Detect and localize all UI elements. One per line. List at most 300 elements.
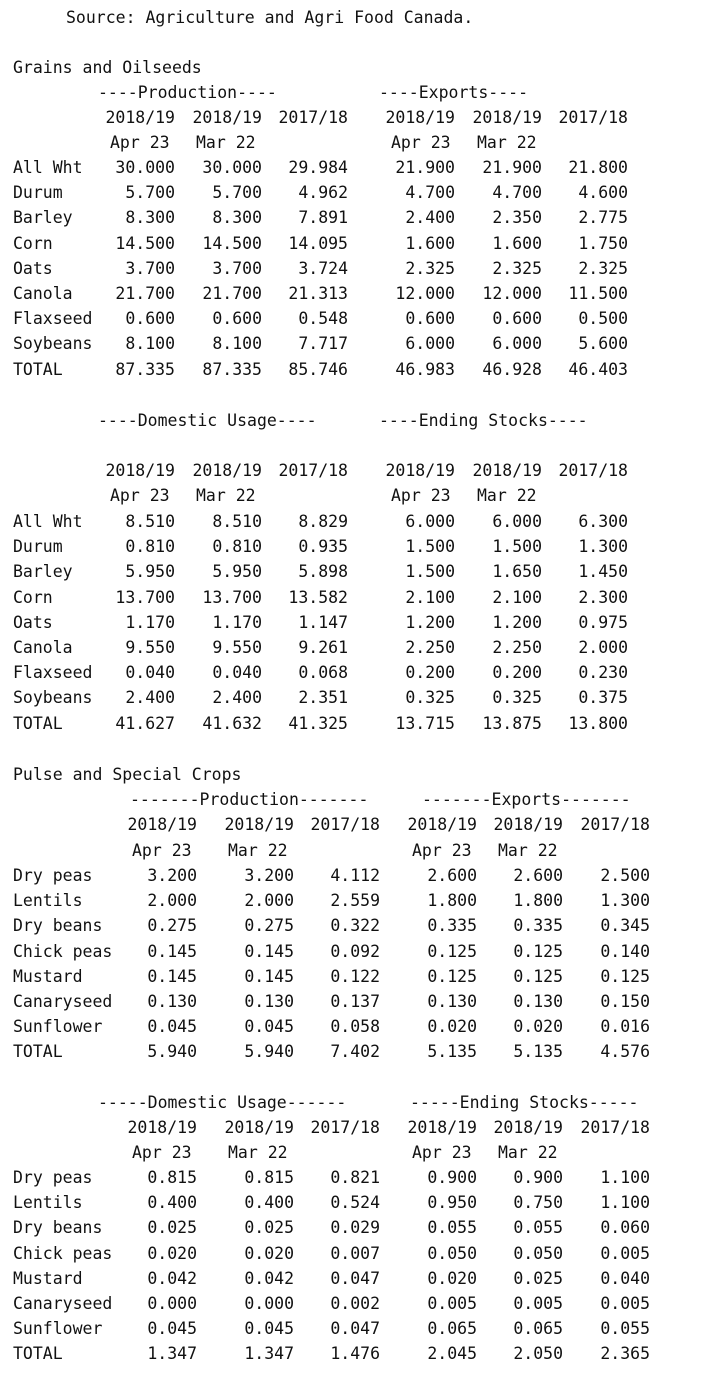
table-row: [0, 610, 707, 635]
year-header: 2018/19: [407, 1118, 477, 1137]
row-value: 2.045: [427, 1344, 477, 1363]
row-value: 5.135: [513, 1042, 563, 1061]
table-row: [0, 888, 707, 913]
row-label: Sunflower: [13, 1319, 103, 1338]
year-header: 2017/18: [278, 461, 348, 480]
year-header: 2018/19: [192, 108, 262, 127]
row-value: 85.746: [288, 360, 348, 379]
row-value: 0.975: [578, 613, 628, 632]
table-row: [0, 559, 707, 584]
row-value: 29.984: [288, 158, 348, 177]
group-header-line: [0, 408, 707, 433]
row-value: 5.898: [298, 562, 348, 581]
table-row: [0, 357, 707, 382]
date-header: Mar 22: [477, 133, 537, 152]
table-row: [0, 331, 707, 356]
row-value: 0.325: [405, 688, 455, 707]
row-value: 13.700: [115, 588, 175, 607]
date-header: Apr 23: [412, 1143, 472, 1162]
row-value: 1.170: [125, 613, 175, 632]
row-value: 1.147: [298, 613, 348, 632]
row-value: 0.005: [427, 1294, 477, 1313]
group-header-line: [0, 1090, 707, 1115]
row-value: 0.092: [330, 942, 380, 961]
row-value: 2.325: [405, 259, 455, 278]
section-title: Pulse and Special Crops: [13, 765, 242, 784]
row-value: 2.600: [513, 866, 563, 885]
row-value: 5.950: [212, 562, 262, 581]
date-header-line: [0, 1140, 707, 1165]
table-row: [0, 281, 707, 306]
row-value: 5.700: [212, 183, 262, 202]
row-value: 21.900: [395, 158, 455, 177]
row-label: Lentils: [13, 891, 83, 910]
row-value: 0.055: [427, 1218, 477, 1237]
row-value: 0.935: [298, 537, 348, 556]
table-row: [0, 685, 707, 710]
date-header: Mar 22: [498, 1143, 558, 1162]
row-value: 8.510: [212, 512, 262, 531]
row-value: 0.000: [244, 1294, 294, 1313]
row-value: 1.500: [405, 562, 455, 581]
row-value: 4.600: [578, 183, 628, 202]
row-value: 7.402: [330, 1042, 380, 1061]
row-value: 0.821: [330, 1168, 380, 1187]
row-label: TOTAL: [13, 1344, 63, 1363]
row-value: 0.042: [244, 1269, 294, 1288]
row-label: Flaxseed: [13, 309, 93, 328]
row-value: 2.250: [492, 638, 542, 657]
row-value: 8.100: [125, 334, 175, 353]
row-value: 0.065: [427, 1319, 477, 1338]
year-header: 2018/19: [127, 815, 197, 834]
date-header: Mar 22: [228, 1143, 288, 1162]
group-header-line: [0, 787, 707, 812]
row-value: 21.700: [202, 284, 262, 303]
row-value: 1.200: [405, 613, 455, 632]
row-value: 13.715: [395, 714, 455, 733]
row-value: 2.365: [600, 1344, 650, 1363]
row-value: 5.700: [125, 183, 175, 202]
row-label: Soybeans: [13, 334, 93, 353]
row-value: 0.042: [147, 1269, 197, 1288]
row-value: 8.829: [298, 512, 348, 531]
date-header-line: [0, 838, 707, 863]
row-value: 0.045: [147, 1319, 197, 1338]
date-header: Apr 23: [110, 486, 170, 505]
group-header-left: ----Production----: [98, 83, 277, 102]
row-value: 8.510: [125, 512, 175, 531]
row-value: 46.928: [482, 360, 542, 379]
table-row: [0, 256, 707, 281]
row-value: 0.810: [212, 537, 262, 556]
group-header-left: -------Production-------: [130, 790, 369, 809]
row-value: 0.200: [405, 663, 455, 682]
table-row: [0, 939, 707, 964]
row-value: 0.047: [330, 1319, 380, 1338]
group-header-right: ----Exports----: [379, 83, 529, 102]
row-value: 0.045: [244, 1017, 294, 1036]
row-label: Dry beans: [13, 916, 103, 935]
date-header: Apr 23: [391, 133, 451, 152]
table-row: [0, 306, 707, 331]
row-value: 0.047: [330, 1269, 380, 1288]
row-value: 3.200: [244, 866, 294, 885]
row-value: 2.775: [578, 208, 628, 227]
row-value: 2.000: [578, 638, 628, 657]
row-label: Sunflower: [13, 1017, 103, 1036]
row-value: 3.700: [125, 259, 175, 278]
row-value: 21.800: [568, 158, 628, 177]
row-label: Soybeans: [13, 688, 93, 707]
row-value: 0.025: [513, 1269, 563, 1288]
row-value: 46.403: [568, 360, 628, 379]
year-header-line: [0, 458, 707, 483]
row-value: 0.130: [244, 992, 294, 1011]
table-row: [0, 231, 707, 256]
row-value: 1.347: [147, 1344, 197, 1363]
row-value: 9.550: [125, 638, 175, 657]
row-value: 46.983: [395, 360, 455, 379]
row-value: 0.130: [147, 992, 197, 1011]
row-value: 0.020: [147, 1244, 197, 1263]
table-row: [0, 509, 707, 534]
row-value: 0.145: [244, 942, 294, 961]
row-label: Corn: [13, 588, 53, 607]
row-value: 6.000: [492, 512, 542, 531]
row-label: Oats: [13, 613, 53, 632]
row-value: 0.020: [244, 1244, 294, 1263]
row-value: 8.300: [125, 208, 175, 227]
row-value: 14.500: [202, 234, 262, 253]
date-header-line: [0, 130, 707, 155]
row-value: 0.145: [244, 967, 294, 986]
year-header: 2018/19: [407, 815, 477, 834]
row-value: 41.627: [115, 714, 175, 733]
date-header: Mar 22: [498, 841, 558, 860]
row-value: 0.230: [578, 663, 628, 682]
row-value: 0.145: [147, 942, 197, 961]
group-header-right: -----Ending Stocks-----: [410, 1093, 639, 1112]
table-row: [0, 635, 707, 660]
group-header-line: [0, 80, 707, 105]
year-header: 2018/19: [105, 461, 175, 480]
row-value: 0.050: [427, 1244, 477, 1263]
year-header: 2018/19: [493, 815, 563, 834]
table-row: [0, 1266, 707, 1291]
row-value: 1.500: [405, 537, 455, 556]
row-value: 13.800: [568, 714, 628, 733]
row-value: 8.100: [212, 334, 262, 353]
row-value: 0.040: [125, 663, 175, 682]
row-value: 6.000: [405, 512, 455, 531]
row-value: 21.313: [288, 284, 348, 303]
row-value: 2.325: [578, 259, 628, 278]
group-header-left: ----Domestic Usage----: [98, 411, 317, 430]
row-value: 87.335: [115, 360, 175, 379]
row-value: 1.800: [513, 891, 563, 910]
year-header: 2017/18: [310, 815, 380, 834]
row-value: 0.025: [244, 1218, 294, 1237]
row-value: 2.400: [125, 688, 175, 707]
row-label: All Wht: [13, 158, 83, 177]
row-value: 0.000: [147, 1294, 197, 1313]
year-header: 2017/18: [580, 1118, 650, 1137]
row-value: 0.020: [427, 1269, 477, 1288]
row-value: 0.335: [513, 916, 563, 935]
row-value: 0.345: [600, 916, 650, 935]
date-header: Apr 23: [132, 1143, 192, 1162]
row-value: 0.040: [212, 663, 262, 682]
row-value: 0.548: [298, 309, 348, 328]
source-text: Source: Agriculture and Agri Food Canada.: [66, 8, 474, 27]
row-value: 0.050: [513, 1244, 563, 1263]
row-value: 0.025: [147, 1218, 197, 1237]
row-value: 8.300: [212, 208, 262, 227]
row-value: 4.112: [330, 866, 380, 885]
row-value: 14.095: [288, 234, 348, 253]
row-value: 0.125: [513, 942, 563, 961]
row-value: 4.700: [405, 183, 455, 202]
row-value: 2.050: [513, 1344, 563, 1363]
row-label: Canaryseed: [13, 1294, 113, 1313]
row-value: 0.020: [513, 1017, 563, 1036]
row-label: Barley: [13, 208, 73, 227]
row-value: 0.005: [513, 1294, 563, 1313]
row-value: 1.100: [600, 1193, 650, 1212]
section-title-line: [0, 762, 707, 787]
row-value: 21.900: [482, 158, 542, 177]
row-value: 7.717: [298, 334, 348, 353]
year-header: 2017/18: [580, 815, 650, 834]
row-value: 6.300: [578, 512, 628, 531]
row-value: 0.125: [513, 967, 563, 986]
row-value: 2.400: [212, 688, 262, 707]
year-header: 2017/18: [310, 1118, 380, 1137]
row-value: 1.300: [600, 891, 650, 910]
row-value: 0.137: [330, 992, 380, 1011]
table-row: [0, 1241, 707, 1266]
table-row: [0, 1014, 707, 1039]
row-label: Dry beans: [13, 1218, 103, 1237]
row-label: Durum: [13, 537, 63, 556]
date-header: Mar 22: [196, 486, 256, 505]
row-value: 0.065: [513, 1319, 563, 1338]
row-value: 0.145: [147, 967, 197, 986]
row-value: 3.700: [212, 259, 262, 278]
row-value: 30.000: [202, 158, 262, 177]
row-value: 41.325: [288, 714, 348, 733]
table-row: [0, 534, 707, 559]
row-value: 0.140: [600, 942, 650, 961]
year-header-line: [0, 1115, 707, 1140]
row-value: 0.322: [330, 916, 380, 935]
year-header: 2018/19: [385, 108, 455, 127]
row-value: 0.524: [330, 1193, 380, 1212]
row-value: 3.200: [147, 866, 197, 885]
year-header-line: [0, 105, 707, 130]
year-header: 2018/19: [224, 815, 294, 834]
row-label: Durum: [13, 183, 63, 202]
row-value: 0.950: [427, 1193, 477, 1212]
row-label: TOTAL: [13, 360, 63, 379]
year-header: 2017/18: [278, 108, 348, 127]
row-value: 2.500: [600, 866, 650, 885]
row-label: All Wht: [13, 512, 83, 531]
row-label: Lentils: [13, 1193, 83, 1212]
year-header: 2018/19: [385, 461, 455, 480]
row-value: 2.351: [298, 688, 348, 707]
row-value: 0.122: [330, 967, 380, 986]
date-header: Mar 22: [477, 486, 537, 505]
row-value: 0.130: [427, 992, 477, 1011]
row-value: 5.940: [244, 1042, 294, 1061]
row-value: 0.750: [513, 1193, 563, 1212]
row-value: 9.550: [212, 638, 262, 657]
row-value: 0.029: [330, 1218, 380, 1237]
row-value: 13.582: [288, 588, 348, 607]
table-row: [0, 1165, 707, 1190]
row-value: 7.891: [298, 208, 348, 227]
row-value: 4.962: [298, 183, 348, 202]
row-value: 1.200: [492, 613, 542, 632]
row-label: Oats: [13, 259, 53, 278]
row-value: 13.700: [202, 588, 262, 607]
year-header: 2018/19: [105, 108, 175, 127]
row-value: 0.275: [147, 916, 197, 935]
table-row: [0, 989, 707, 1014]
row-value: 0.125: [427, 967, 477, 986]
row-label: Flaxseed: [13, 663, 93, 682]
source-line: [0, 5, 707, 30]
row-value: 2.100: [405, 588, 455, 607]
row-value: 0.020: [427, 1017, 477, 1036]
row-label: Dry peas: [13, 866, 93, 885]
row-label: Dry peas: [13, 1168, 93, 1187]
row-label: Chick peas: [13, 942, 113, 961]
year-header: 2018/19: [224, 1118, 294, 1137]
row-value: 1.347: [244, 1344, 294, 1363]
table-row: [0, 913, 707, 938]
row-value: 2.350: [492, 208, 542, 227]
row-value: 0.815: [147, 1168, 197, 1187]
table-row: [0, 1215, 707, 1240]
table-row: [0, 1316, 707, 1341]
row-value: 1.300: [578, 537, 628, 556]
table-row: [0, 1291, 707, 1316]
row-value: 0.400: [244, 1193, 294, 1212]
table-row: [0, 155, 707, 180]
row-value: 0.275: [244, 916, 294, 935]
row-value: 0.900: [513, 1168, 563, 1187]
row-value: 0.375: [578, 688, 628, 707]
row-value: 0.055: [513, 1218, 563, 1237]
row-value: 1.600: [492, 234, 542, 253]
date-header-line: [0, 483, 707, 508]
row-label: Chick peas: [13, 1244, 113, 1263]
row-value: 2.250: [405, 638, 455, 657]
row-value: 12.000: [395, 284, 455, 303]
row-value: 1.750: [578, 234, 628, 253]
year-header: 2018/19: [472, 108, 542, 127]
row-value: 12.000: [482, 284, 542, 303]
row-value: 0.045: [244, 1319, 294, 1338]
table-row: [0, 863, 707, 888]
row-value: 0.005: [600, 1294, 650, 1313]
row-value: 0.016: [600, 1017, 650, 1036]
year-header: 2018/19: [472, 461, 542, 480]
row-value: 21.700: [115, 284, 175, 303]
row-value: 5.940: [147, 1042, 197, 1061]
row-value: 2.100: [492, 588, 542, 607]
row-label: Corn: [13, 234, 53, 253]
row-value: 0.060: [600, 1218, 650, 1237]
row-value: 2.000: [147, 891, 197, 910]
row-value: 6.000: [405, 334, 455, 353]
row-value: 1.800: [427, 891, 477, 910]
row-value: 1.500: [492, 537, 542, 556]
year-header-line: [0, 812, 707, 837]
group-header-right: ----Ending Stocks----: [379, 411, 588, 430]
row-label: Canola: [13, 638, 73, 657]
row-value: 0.005: [600, 1244, 650, 1263]
row-value: 0.058: [330, 1017, 380, 1036]
row-value: 0.600: [492, 309, 542, 328]
table-row: [0, 585, 707, 610]
row-value: 9.261: [298, 638, 348, 657]
row-value: 1.650: [492, 562, 542, 581]
row-value: 5.950: [125, 562, 175, 581]
date-header: Apr 23: [110, 133, 170, 152]
row-value: 11.500: [568, 284, 628, 303]
row-value: 2.325: [492, 259, 542, 278]
table-row: [0, 205, 707, 230]
row-value: 2.600: [427, 866, 477, 885]
row-value: 0.002: [330, 1294, 380, 1313]
section-title: Grains and Oilseeds: [13, 58, 202, 77]
year-header: 2018/19: [127, 1118, 197, 1137]
table-row: [0, 660, 707, 685]
row-value: 0.055: [600, 1319, 650, 1338]
row-value: 1.100: [600, 1168, 650, 1187]
row-value: 87.335: [202, 360, 262, 379]
row-value: 14.500: [115, 234, 175, 253]
row-label: Canola: [13, 284, 73, 303]
row-value: 2.559: [330, 891, 380, 910]
row-value: 0.325: [492, 688, 542, 707]
row-value: 6.000: [492, 334, 542, 353]
table-row: [0, 180, 707, 205]
row-value: 0.600: [212, 309, 262, 328]
row-value: 1.170: [212, 613, 262, 632]
table-row: [0, 1190, 707, 1215]
row-value: 0.600: [405, 309, 455, 328]
row-value: 0.200: [492, 663, 542, 682]
group-header-left: -----Domestic Usage------: [98, 1093, 347, 1112]
row-value: 41.632: [202, 714, 262, 733]
row-value: 0.600: [125, 309, 175, 328]
table-row: [0, 1039, 707, 1064]
table-row: [0, 964, 707, 989]
row-value: 5.135: [427, 1042, 477, 1061]
row-value: 0.068: [298, 663, 348, 682]
date-header: Apr 23: [412, 841, 472, 860]
date-header: Apr 23: [132, 841, 192, 860]
row-label: Canaryseed: [13, 992, 113, 1011]
row-value: 1.450: [578, 562, 628, 581]
section-title-line: [0, 55, 707, 80]
row-value: 2.000: [244, 891, 294, 910]
